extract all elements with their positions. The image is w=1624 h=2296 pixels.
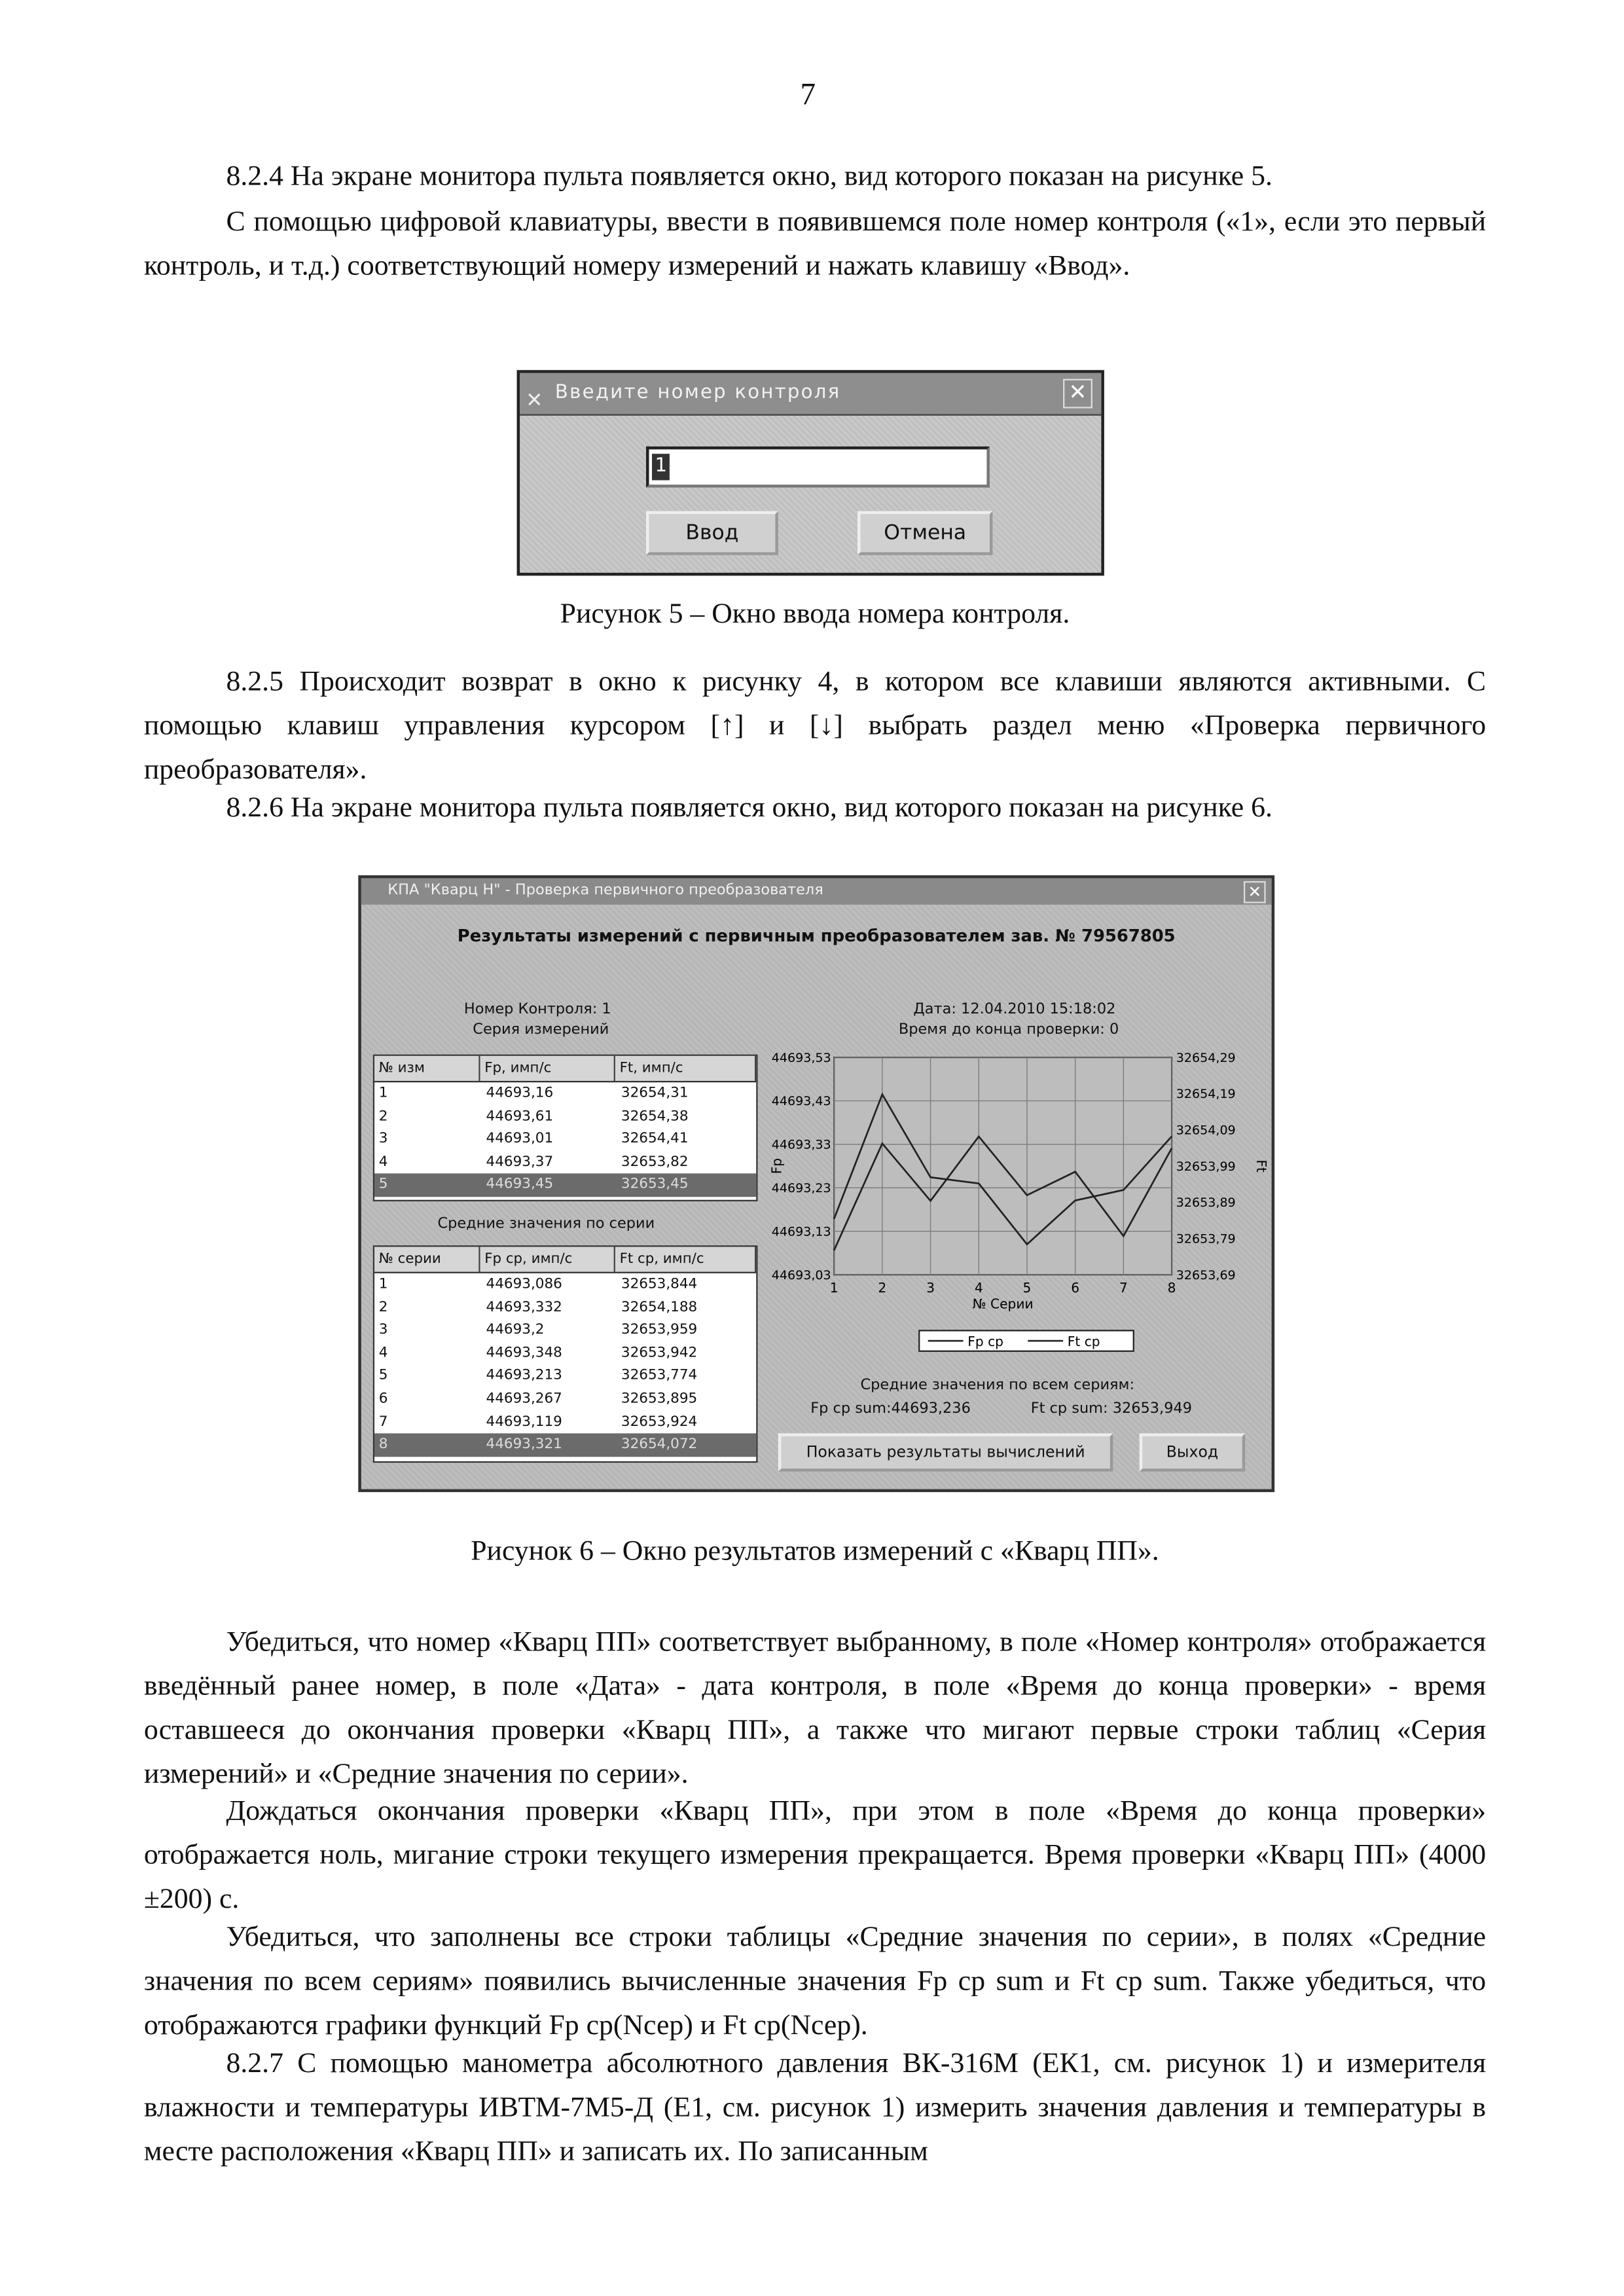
- right-tick-label: 32654,19: [1176, 1087, 1236, 1102]
- table-row[interactable]: 1 44693,16 32654,31: [378, 1085, 689, 1102]
- paragraph-check-2: Дождаться окончания проверки «Кварц ПП», при этом в поле «Время до конца проверки» отображается ноль, мигание строки текущего измерения прекращается. Время проверки «Кварц ПП» (4000 ±200) с.: [143, 1796, 1487, 1916]
- paragraph-8-2-4: 8.2.4 На экране монитора пульта появляется окно, вид которого показан на рисунке 5.: [226, 161, 1272, 192]
- show-results-button[interactable]: Показать результаты вычислений: [778, 1433, 1113, 1471]
- right-tick-label: 32654,29: [1176, 1050, 1236, 1065]
- primary-transducer-check-window: [358, 875, 1274, 1492]
- ft-sum-value: Ft cp sum: 32653,949: [1030, 1401, 1193, 1417]
- table-row[interactable]: 4 44693,37 32653,82: [378, 1154, 689, 1171]
- dialog-title-bar: [520, 373, 1101, 416]
- figure-6-caption: Рисунок 6 – Окно результатов измерений с «Кварц ПП».: [471, 1536, 1159, 1567]
- x-tick-label: 1: [829, 1280, 839, 1296]
- left-tick-label: 44693,33: [771, 1137, 831, 1152]
- averages-title: Средние значения по серии: [437, 1216, 655, 1233]
- legend-label: Ft cp: [1067, 1333, 1100, 1349]
- time-left-label: Время до конца проверки: 0: [898, 1022, 1119, 1038]
- control-number-label: Номер Контроля: 1: [463, 1001, 611, 1018]
- table-row-selected[interactable]: 5 44693,45 32653,45: [374, 1174, 756, 1197]
- x-axis-ticks: [830, 1280, 1176, 1296]
- x-tick-label: 6: [1071, 1280, 1080, 1296]
- table-row[interactable]: 1 44693,086 32653,844: [378, 1276, 698, 1293]
- fp-sum-value: Fp cp sum:44693,236: [810, 1401, 971, 1417]
- exit-button[interactable]: Выход: [1140, 1433, 1246, 1471]
- x-tick-label: 5: [1022, 1280, 1032, 1296]
- close-icon[interactable]: ✕: [1063, 379, 1092, 409]
- x-tick-label: 7: [1119, 1280, 1128, 1296]
- left-tick-label: 44693,43: [771, 1094, 831, 1109]
- table-row[interactable]: 7 44693,119 32653,924: [378, 1413, 698, 1430]
- table-row[interactable]: 4 44693,348 32653,942: [378, 1345, 698, 1361]
- table-row[interactable]: 6 44693,267 32653,895: [378, 1391, 698, 1407]
- right-tick-label: 32653,99: [1176, 1159, 1236, 1174]
- legend-label: Fp cp: [967, 1333, 1003, 1349]
- enter-control-number-dialog: [517, 370, 1104, 575]
- series-averages-table: [373, 1245, 758, 1463]
- results-heading: Результаты измерений с первичным преобразователем зав. № 79567805: [457, 925, 1176, 946]
- paragraph-8-2-5: 8.2.5 Происходит возврат в окно к рисунку 4, в котором все клавиши являются активными. С помощью клавиш управления курсором [↑] и [↓] выбрать раздел меню «Проверка первичного преобразователя».: [143, 666, 1487, 786]
- right-tick-label: 32653,79: [1176, 1231, 1236, 1247]
- cancel-button[interactable]: Отмена: [857, 511, 992, 555]
- enter-button[interactable]: Ввод: [646, 511, 778, 555]
- close-icon[interactable]: ✕: [1244, 881, 1266, 903]
- left-tick-label: 44693,23: [771, 1181, 831, 1196]
- paragraph-8-2-7: 8.2.7 С помощью манометра абсолютного давления ВК-316М (ЕК1, см. рисунок 1) и измерителя влажности и температуры ИВТМ-7М5-Д (Е1, см. рисунок 1) измерить значения давления и температуры в месте расположения «Кварц ПП» и записать их. По записанным: [143, 2049, 1487, 2168]
- y-axis-left-label: Fp: [768, 1157, 785, 1175]
- y-axis-right-label: Ft: [1254, 1159, 1270, 1173]
- paragraph-8-2-6: 8.2.6 На экране монитора пульта появляется окно, вид которого показан на рисунке 6.: [226, 793, 1272, 824]
- control-number-input[interactable]: 1: [646, 446, 990, 488]
- chart-legend: [919, 1330, 1134, 1351]
- paragraph-8-2-4-instructions: С помощью цифровой клавиатуры, ввести в появившемся поле номер контроля («1», если это первый контроль, и т.д.) соответствующий номеру измерений и нажать клавишу «Ввод».: [143, 207, 1487, 282]
- left-tick-label: 44693,53: [771, 1050, 831, 1065]
- table-header: № серии Fp ср, имп/с Ft ср, имп/с: [374, 1247, 756, 1273]
- x-tick-label: 4: [974, 1280, 983, 1296]
- x-tick-label: 3: [926, 1280, 935, 1296]
- date-label: Дата: 12.04.2010 15:18:02: [913, 1001, 1116, 1018]
- table-row[interactable]: 2 44693,332 32654,188: [378, 1299, 698, 1315]
- overall-averages-title: Средние значения по всем сериям:: [860, 1377, 1135, 1394]
- app-icon: ✕: [526, 389, 545, 413]
- right-tick-label: 32654,09: [1176, 1123, 1236, 1138]
- paragraph-check-1: Убедиться, что номер «Кварц ПП» соответствует выбранному, в поле «Номер контроля» отображается введённый ранее номер, в поле «Дата» - дата контроля, в поле «Время до конца проверки» - время оставшееся до окончания проверки «Кварц ПП», а также что мигают первые строки таблиц «Серия измерений» и «Средние значения по серии».: [143, 1627, 1487, 1791]
- measurements-table: [373, 1055, 758, 1201]
- figure-5-caption: Рисунок 5 – Окно ввода номера контроля.: [560, 599, 1070, 630]
- right-tick-label: 32653,89: [1176, 1195, 1236, 1211]
- table-row[interactable]: 5 44693,213 32653,774: [378, 1368, 698, 1384]
- dialog-title: Введите номер контроля: [554, 382, 841, 404]
- page-number: 7: [800, 76, 816, 112]
- table-row[interactable]: 3 44693,2 32653,959: [378, 1322, 698, 1338]
- right-tick-label: 32653,69: [1176, 1267, 1236, 1283]
- window-title-bar: КПА "Кварц Н" - Проверка первичного преобразователя: [361, 878, 1272, 904]
- series-averages-chart: [767, 1050, 1270, 1369]
- x-axis-label: № Серии: [972, 1296, 1034, 1312]
- table-row[interactable]: 2 44693,61 32654,38: [378, 1108, 689, 1125]
- table-header: № изм Fp, имп/с Ft, имп/с: [374, 1056, 756, 1082]
- x-tick-label: 8: [1167, 1280, 1176, 1296]
- x-tick-label: 2: [878, 1280, 887, 1296]
- series-title: Серия измерений: [473, 1022, 609, 1038]
- right-axis-ticks: [1176, 1051, 1236, 1283]
- left-tick-label: 44693,03: [771, 1267, 831, 1283]
- left-tick-label: 44693,13: [771, 1224, 831, 1239]
- paragraph-check-3: Убедиться, что заполнены все строки таблицы «Средние значения по серии», в полях «Средние значения по всем сериям» появились вычисленные значения Fp cp sum и Ft cp sum. Также убедиться, что отображаются графики функций Fp cp(Nсер) и Ft cp(Nсер).: [143, 1922, 1487, 2042]
- table-row-selected[interactable]: 8 44693,321 32654,072: [374, 1434, 756, 1457]
- table-row[interactable]: 3 44693,01 32654,41: [378, 1131, 689, 1148]
